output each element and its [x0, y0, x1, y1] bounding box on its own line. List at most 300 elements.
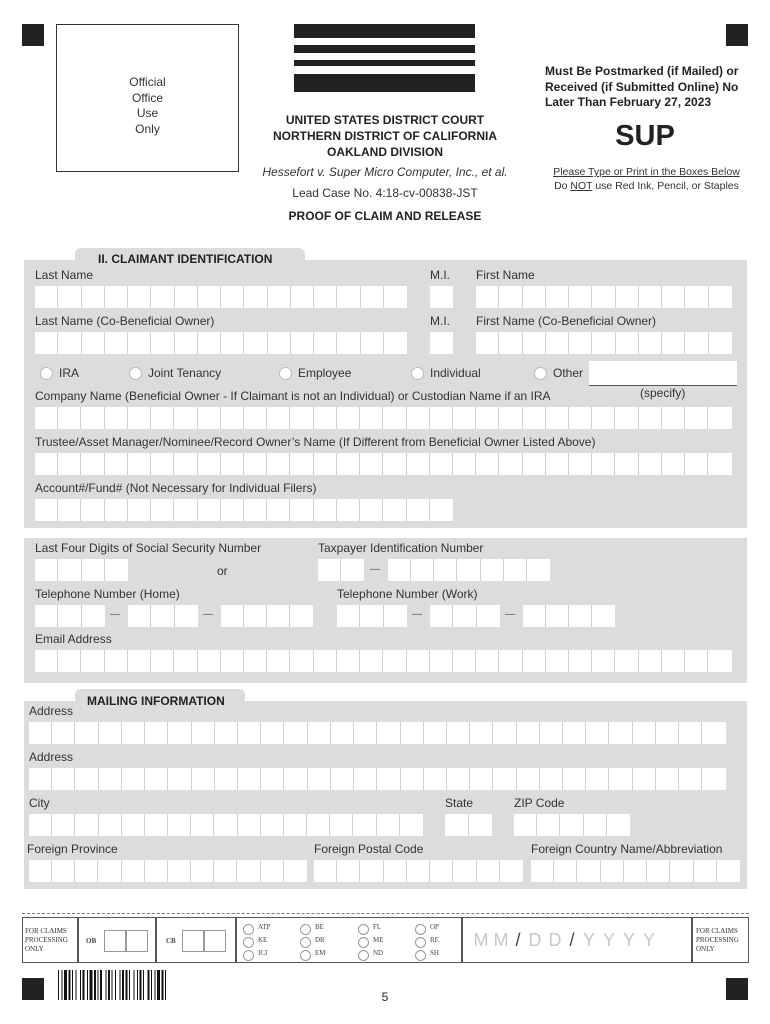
code-radio-sh[interactable] — [415, 950, 426, 961]
character-box[interactable] — [469, 814, 493, 836]
character-box[interactable] — [554, 860, 577, 882]
character-box[interactable] — [314, 860, 337, 882]
character-box[interactable] — [198, 453, 221, 475]
character-box[interactable] — [601, 860, 624, 882]
character-box[interactable] — [58, 605, 81, 627]
character-box[interactable] — [609, 768, 632, 790]
first-name-co-field[interactable] — [476, 332, 732, 354]
character-box[interactable] — [401, 768, 424, 790]
character-box[interactable] — [639, 286, 662, 308]
character-box[interactable] — [407, 407, 430, 429]
character-box[interactable] — [307, 814, 330, 836]
tin-field[interactable] — [388, 559, 550, 581]
character-box[interactable] — [58, 332, 81, 354]
character-box[interactable] — [639, 453, 662, 475]
character-box[interactable] — [128, 605, 151, 627]
character-box[interactable] — [685, 650, 708, 672]
character-box[interactable] — [361, 332, 384, 354]
character-box[interactable] — [238, 814, 261, 836]
character-box[interactable] — [82, 559, 105, 581]
zip-field[interactable] — [514, 814, 630, 836]
character-box[interactable] — [430, 407, 453, 429]
character-box[interactable] — [75, 722, 98, 744]
character-box[interactable] — [99, 722, 122, 744]
character-box[interactable] — [430, 286, 453, 308]
character-box[interactable] — [499, 650, 522, 672]
character-box[interactable] — [662, 407, 685, 429]
character-box[interactable] — [453, 605, 476, 627]
character-box[interactable] — [639, 332, 662, 354]
character-box[interactable] — [615, 650, 638, 672]
character-box[interactable] — [430, 453, 453, 475]
character-box[interactable] — [81, 499, 104, 521]
code-radio-me[interactable] — [358, 937, 369, 948]
character-box[interactable] — [708, 453, 731, 475]
state-field[interactable] — [445, 814, 492, 836]
foreign-postal-field[interactable] — [314, 860, 523, 882]
character-box[interactable] — [244, 407, 267, 429]
character-box[interactable] — [290, 407, 313, 429]
character-box[interactable] — [29, 814, 52, 836]
character-box[interactable] — [128, 453, 151, 475]
character-box[interactable] — [145, 722, 168, 744]
character-box[interactable] — [569, 286, 592, 308]
character-box[interactable] — [267, 407, 290, 429]
address2-field[interactable] — [29, 768, 726, 790]
character-box[interactable] — [284, 768, 307, 790]
character-box[interactable] — [477, 860, 500, 882]
character-box[interactable] — [337, 605, 360, 627]
character-box[interactable] — [58, 499, 81, 521]
character-box[interactable] — [411, 559, 434, 581]
character-box[interactable] — [679, 768, 702, 790]
character-box[interactable] — [99, 768, 122, 790]
character-box[interactable] — [702, 768, 725, 790]
character-box[interactable] — [151, 650, 174, 672]
character-box[interactable] — [221, 407, 244, 429]
character-box[interactable] — [314, 407, 337, 429]
character-box[interactable] — [477, 605, 500, 627]
character-box[interactable] — [237, 860, 260, 882]
character-box[interactable] — [35, 407, 58, 429]
company-name-field[interactable] — [35, 407, 732, 429]
character-box[interactable] — [384, 860, 407, 882]
character-box[interactable] — [52, 860, 75, 882]
character-box[interactable] — [128, 407, 151, 429]
character-box[interactable] — [430, 499, 453, 521]
ssn-field[interactable] — [35, 559, 128, 581]
character-box[interactable] — [221, 605, 244, 627]
character-box[interactable] — [145, 768, 168, 790]
character-box[interactable] — [361, 286, 384, 308]
phone-work-area-code[interactable] — [337, 605, 407, 627]
character-box[interactable] — [384, 286, 407, 308]
character-box[interactable] — [244, 286, 267, 308]
character-box[interactable] — [569, 605, 592, 627]
character-box[interactable] — [662, 332, 685, 354]
character-box[interactable] — [400, 814, 423, 836]
character-box[interactable] — [453, 453, 476, 475]
character-box[interactable] — [499, 286, 522, 308]
character-box[interactable] — [267, 605, 290, 627]
character-box[interactable] — [360, 407, 383, 429]
character-box[interactable] — [198, 332, 221, 354]
character-box[interactable] — [191, 860, 214, 882]
character-box[interactable] — [586, 768, 609, 790]
character-box[interactable] — [476, 332, 499, 354]
last-name-field[interactable] — [35, 286, 407, 308]
character-box[interactable] — [145, 860, 168, 882]
code-radio-fl[interactable] — [358, 924, 369, 935]
character-box[interactable] — [175, 286, 198, 308]
foreign-province-field[interactable] — [29, 860, 307, 882]
character-box[interactable] — [267, 499, 290, 521]
character-box[interactable] — [633, 722, 656, 744]
character-box[interactable] — [708, 407, 731, 429]
character-box[interactable] — [291, 332, 314, 354]
character-box[interactable] — [647, 860, 670, 882]
character-box[interactable] — [430, 605, 453, 627]
code-radio-be[interactable] — [300, 924, 311, 935]
character-box[interactable] — [407, 453, 430, 475]
character-box[interactable] — [214, 860, 237, 882]
character-box[interactable] — [537, 814, 560, 836]
character-box[interactable] — [434, 559, 457, 581]
character-box[interactable] — [290, 453, 313, 475]
character-box[interactable] — [383, 499, 406, 521]
first-name-field[interactable] — [476, 286, 732, 308]
character-box[interactable] — [476, 453, 499, 475]
character-box[interactable] — [499, 453, 522, 475]
character-box[interactable] — [476, 407, 499, 429]
phone-work-line[interactable] — [523, 605, 615, 627]
character-box[interactable] — [98, 860, 121, 882]
character-box[interactable] — [174, 650, 197, 672]
character-box[interactable] — [337, 499, 360, 521]
character-box[interactable] — [493, 722, 516, 744]
character-box[interactable] — [168, 860, 191, 882]
character-box[interactable] — [523, 286, 546, 308]
character-box[interactable] — [476, 286, 499, 308]
character-box[interactable] — [221, 650, 244, 672]
character-box[interactable] — [267, 453, 290, 475]
character-box[interactable] — [616, 332, 639, 354]
character-box[interactable] — [284, 722, 307, 744]
character-box[interactable] — [569, 650, 592, 672]
character-box[interactable] — [360, 860, 383, 882]
character-box[interactable] — [546, 453, 569, 475]
other-specify-field[interactable] — [589, 361, 737, 386]
character-box[interactable] — [261, 860, 284, 882]
character-box[interactable] — [447, 768, 470, 790]
character-box[interactable] — [331, 768, 354, 790]
character-box[interactable] — [531, 860, 554, 882]
character-box[interactable] — [577, 860, 600, 882]
character-box[interactable] — [151, 286, 174, 308]
character-box[interactable] — [337, 453, 360, 475]
character-box[interactable] — [151, 605, 174, 627]
character-box[interactable] — [268, 332, 291, 354]
character-box[interactable] — [330, 814, 353, 836]
character-box[interactable] — [99, 814, 122, 836]
code-radio-op[interactable] — [415, 924, 426, 935]
character-box[interactable] — [290, 650, 313, 672]
radio-ira[interactable] — [40, 367, 53, 380]
mi-field[interactable] — [430, 286, 453, 308]
cb-field[interactable] — [204, 930, 226, 952]
ob-field[interactable] — [104, 930, 126, 952]
character-box[interactable] — [424, 768, 447, 790]
character-box[interactable] — [122, 814, 145, 836]
character-box[interactable] — [122, 768, 145, 790]
character-box[interactable] — [105, 332, 128, 354]
character-box[interactable] — [694, 860, 717, 882]
character-box[interactable] — [360, 499, 383, 521]
date-field[interactable] — [471, 929, 659, 951]
character-box[interactable] — [29, 860, 52, 882]
character-box[interactable] — [221, 332, 244, 354]
character-box[interactable] — [584, 814, 607, 836]
radio-individual[interactable] — [411, 367, 424, 380]
character-box[interactable] — [569, 332, 592, 354]
character-box[interactable] — [314, 499, 337, 521]
character-box[interactable] — [284, 860, 307, 882]
character-box[interactable] — [383, 453, 406, 475]
character-box[interactable] — [221, 286, 244, 308]
character-box[interactable] — [354, 722, 377, 744]
character-box[interactable] — [290, 605, 313, 627]
character-box[interactable] — [291, 286, 314, 308]
character-box[interactable] — [35, 559, 58, 581]
character-box[interactable] — [624, 860, 647, 882]
character-box[interactable] — [35, 499, 58, 521]
character-box[interactable] — [244, 650, 267, 672]
character-box[interactable] — [337, 650, 360, 672]
character-box[interactable] — [192, 768, 215, 790]
character-box[interactable] — [81, 453, 104, 475]
phone-home-prefix[interactable] — [128, 605, 198, 627]
character-box[interactable] — [685, 332, 708, 354]
character-box[interactable] — [470, 768, 493, 790]
character-box[interactable] — [499, 407, 522, 429]
character-box[interactable] — [685, 453, 708, 475]
tin-field-prefix[interactable] — [318, 559, 364, 581]
character-box[interactable] — [215, 768, 238, 790]
character-box[interactable] — [35, 605, 58, 627]
character-box[interactable] — [517, 722, 540, 744]
character-box[interactable] — [105, 407, 128, 429]
character-box[interactable] — [702, 722, 725, 744]
character-box[interactable] — [546, 407, 569, 429]
character-box[interactable] — [151, 332, 174, 354]
character-box[interactable] — [128, 286, 151, 308]
character-box[interactable] — [569, 407, 592, 429]
code-radio-re[interactable] — [415, 937, 426, 948]
character-box[interactable] — [540, 722, 563, 744]
character-box[interactable] — [122, 722, 145, 744]
character-box[interactable] — [717, 860, 740, 882]
character-box[interactable] — [560, 814, 583, 836]
character-box[interactable] — [445, 814, 469, 836]
character-box[interactable] — [384, 605, 407, 627]
phone-home-line[interactable] — [221, 605, 313, 627]
character-box[interactable] — [308, 722, 331, 744]
character-box[interactable] — [662, 650, 685, 672]
character-box[interactable] — [268, 286, 291, 308]
character-box[interactable] — [453, 650, 476, 672]
character-box[interactable] — [523, 332, 546, 354]
character-box[interactable] — [244, 453, 267, 475]
code-radio-dr[interactable] — [300, 937, 311, 948]
character-box[interactable] — [563, 722, 586, 744]
character-box[interactable] — [105, 559, 128, 581]
character-box[interactable] — [662, 286, 685, 308]
character-box[interactable] — [35, 453, 58, 475]
character-box[interactable] — [407, 499, 430, 521]
character-box[interactable] — [261, 722, 284, 744]
character-box[interactable] — [58, 453, 81, 475]
account-fund-field[interactable] — [35, 499, 453, 521]
foreign-country-field[interactable] — [531, 860, 740, 882]
character-box[interactable] — [198, 286, 221, 308]
character-box[interactable] — [168, 814, 191, 836]
character-box[interactable] — [175, 605, 198, 627]
character-box[interactable] — [592, 453, 615, 475]
character-box[interactable] — [58, 559, 81, 581]
character-box[interactable] — [523, 650, 546, 672]
character-box[interactable] — [563, 768, 586, 790]
character-box[interactable] — [546, 332, 569, 354]
address1-field[interactable] — [29, 722, 726, 744]
last-name-co-field[interactable] — [35, 332, 407, 354]
character-box[interactable] — [58, 286, 81, 308]
character-box[interactable] — [52, 768, 75, 790]
character-box[interactable] — [377, 722, 400, 744]
character-box[interactable] — [214, 814, 237, 836]
character-box[interactable] — [151, 407, 174, 429]
character-box[interactable] — [514, 814, 537, 836]
character-box[interactable] — [238, 768, 261, 790]
character-box[interactable] — [377, 768, 400, 790]
character-box[interactable] — [35, 650, 58, 672]
character-box[interactable] — [337, 332, 360, 354]
character-box[interactable] — [453, 860, 476, 882]
character-box[interactable] — [656, 768, 679, 790]
character-box[interactable] — [337, 286, 360, 308]
character-box[interactable] — [523, 453, 546, 475]
character-box[interactable] — [540, 768, 563, 790]
character-box[interactable] — [75, 814, 98, 836]
character-box[interactable] — [609, 722, 632, 744]
character-box[interactable] — [198, 499, 221, 521]
character-box[interactable] — [453, 407, 476, 429]
character-box[interactable] — [128, 650, 151, 672]
character-box[interactable] — [128, 499, 151, 521]
character-box[interactable] — [527, 559, 550, 581]
character-box[interactable] — [284, 814, 307, 836]
character-box[interactable] — [52, 722, 75, 744]
character-box[interactable] — [424, 722, 447, 744]
character-box[interactable] — [314, 332, 337, 354]
character-box[interactable] — [430, 860, 453, 882]
code-radio-ke[interactable] — [243, 937, 254, 948]
character-box[interactable] — [168, 768, 191, 790]
character-box[interactable] — [685, 407, 708, 429]
character-box[interactable] — [314, 650, 337, 672]
character-box[interactable] — [709, 286, 732, 308]
city-field[interactable] — [29, 814, 423, 836]
character-box[interactable] — [261, 768, 284, 790]
character-box[interactable] — [244, 332, 267, 354]
character-box[interactable] — [82, 286, 105, 308]
character-box[interactable] — [29, 722, 52, 744]
radio-other[interactable] — [534, 367, 547, 380]
character-box[interactable] — [215, 722, 238, 744]
character-box[interactable] — [633, 768, 656, 790]
character-box[interactable] — [145, 814, 168, 836]
character-box[interactable] — [244, 499, 267, 521]
character-box[interactable] — [168, 722, 191, 744]
character-box[interactable] — [407, 650, 430, 672]
character-box[interactable] — [151, 453, 174, 475]
character-box[interactable] — [122, 860, 145, 882]
character-box[interactable] — [447, 722, 470, 744]
character-box[interactable] — [221, 453, 244, 475]
character-box[interactable] — [360, 605, 383, 627]
character-box[interactable] — [662, 453, 685, 475]
character-box[interactable] — [151, 499, 174, 521]
character-box[interactable] — [388, 559, 411, 581]
character-box[interactable] — [81, 650, 104, 672]
character-box[interactable] — [481, 559, 504, 581]
character-box[interactable] — [82, 332, 105, 354]
character-box[interactable] — [639, 407, 662, 429]
cb-field[interactable] — [182, 930, 204, 952]
character-box[interactable] — [35, 332, 58, 354]
character-box[interactable] — [175, 332, 198, 354]
phone-work-prefix[interactable] — [430, 605, 500, 627]
character-box[interactable] — [353, 814, 376, 836]
character-box[interactable] — [52, 814, 75, 836]
character-box[interactable] — [198, 650, 221, 672]
character-box[interactable] — [546, 650, 569, 672]
character-box[interactable] — [290, 499, 313, 521]
character-box[interactable] — [546, 605, 569, 627]
character-box[interactable] — [430, 332, 453, 354]
trustee-name-field[interactable] — [35, 453, 732, 475]
character-box[interactable] — [499, 332, 522, 354]
code-radio-nd[interactable] — [358, 950, 369, 961]
character-box[interactable] — [318, 559, 341, 581]
character-box[interactable] — [679, 722, 702, 744]
character-box[interactable] — [174, 453, 197, 475]
character-box[interactable] — [75, 860, 98, 882]
radio-employee[interactable] — [279, 367, 292, 380]
character-box[interactable] — [191, 814, 214, 836]
character-box[interactable] — [238, 722, 261, 744]
character-box[interactable] — [592, 650, 615, 672]
character-box[interactable] — [407, 860, 430, 882]
character-box[interactable] — [35, 286, 58, 308]
character-box[interactable] — [546, 286, 569, 308]
character-box[interactable] — [384, 332, 407, 354]
code-radio-atp[interactable] — [243, 924, 254, 935]
character-box[interactable] — [401, 722, 424, 744]
character-box[interactable] — [523, 605, 546, 627]
character-box[interactable] — [75, 768, 98, 790]
character-box[interactable] — [314, 286, 337, 308]
character-box[interactable] — [383, 650, 406, 672]
